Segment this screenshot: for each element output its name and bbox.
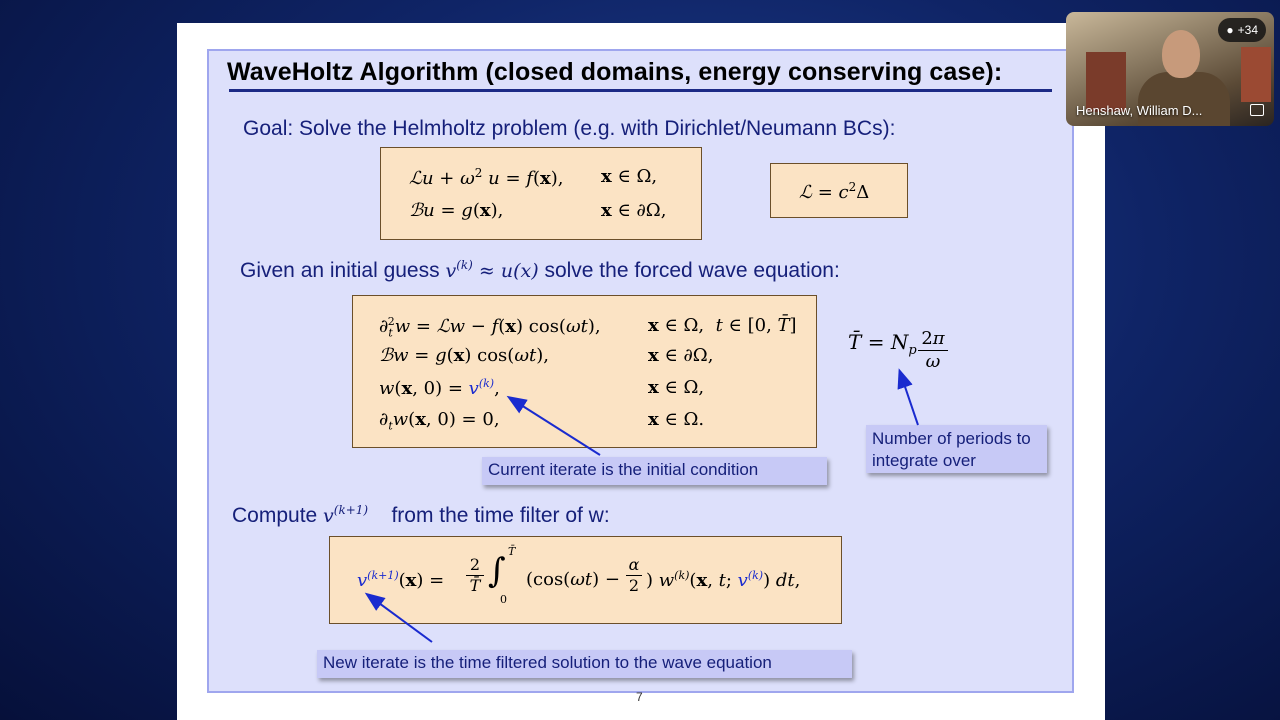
participant-avatar — [1162, 30, 1200, 78]
arrow-to-initial-condition — [510, 398, 600, 455]
slide-title: WaveHoltz Algorithm (closed domains, energy conserving case): — [227, 58, 1003, 86]
time-filter-equation-box: $v^{(k+1)}(x)$ = 2 T̄ ∫ T̄ 0 (cos(ωt) − α 2 ) $w^{(k)}(x$, t; $v^{(k)}$) dt, — [329, 536, 842, 624]
given-heading: Given an initial guess $v^{(k)} \approx u(x)$ solve the forced wave equation: — [240, 258, 840, 282]
arrow-to-new-iterate — [368, 595, 432, 642]
participant-name: Henshaw, William D... — [1076, 103, 1203, 118]
helmholtz-eq-line-2: ℬu = g(x), — [409, 200, 504, 221]
helmholtz-equation-box: ℒu + $\omega^2$ u = f(x), x ∈ Ω, ℬu = g(x), x ∈ ∂Ω, — [380, 147, 702, 240]
compute-heading: Compute $v^{(k+1)}$ from the time filter of w: — [232, 503, 610, 527]
helmholtz-eq-line-1: ℒu + $\omega^2$ u = f(x), — [409, 166, 564, 189]
period-formula: T̄ = $N_p$ — [848, 330, 917, 358]
operator-definition-box: ℒ = $c^2\Delta$ — [770, 163, 908, 218]
callout-new-iterate: New iterate is the time filtered solution to the wave equation — [317, 650, 852, 678]
participant-video-tile[interactable] — [1066, 12, 1274, 126]
callout-number-of-periods: Number of periods to integrate over — [866, 425, 1047, 473]
page-number: 7 — [636, 690, 643, 704]
participant-count-badge[interactable]: ● +34 — [1218, 18, 1266, 42]
goal-heading: Goal: Solve the Helmholtz problem (e.g. with Dirichlet/Neumann BCs): — [243, 117, 896, 140]
arrow-to-np — [900, 372, 918, 425]
callout-current-iterate: Current iterate is the initial condition — [482, 457, 827, 485]
person-icon: ● — [1226, 23, 1234, 37]
wave-equation-box: $\partial_t^2w$ = ℒw − f(x) cos(ωt), x ∈ Ω, t ∈ [0, T̄] ℬw = g(x) cos(ωt), x ∈ ∂Ω, w(x, $0) = v^{(k)}$, x ∈ Ω, $\partial_tw(x$, 0) = 0, x ∈ Ω. — [352, 295, 817, 448]
screen-share-icon[interactable] — [1250, 104, 1264, 116]
